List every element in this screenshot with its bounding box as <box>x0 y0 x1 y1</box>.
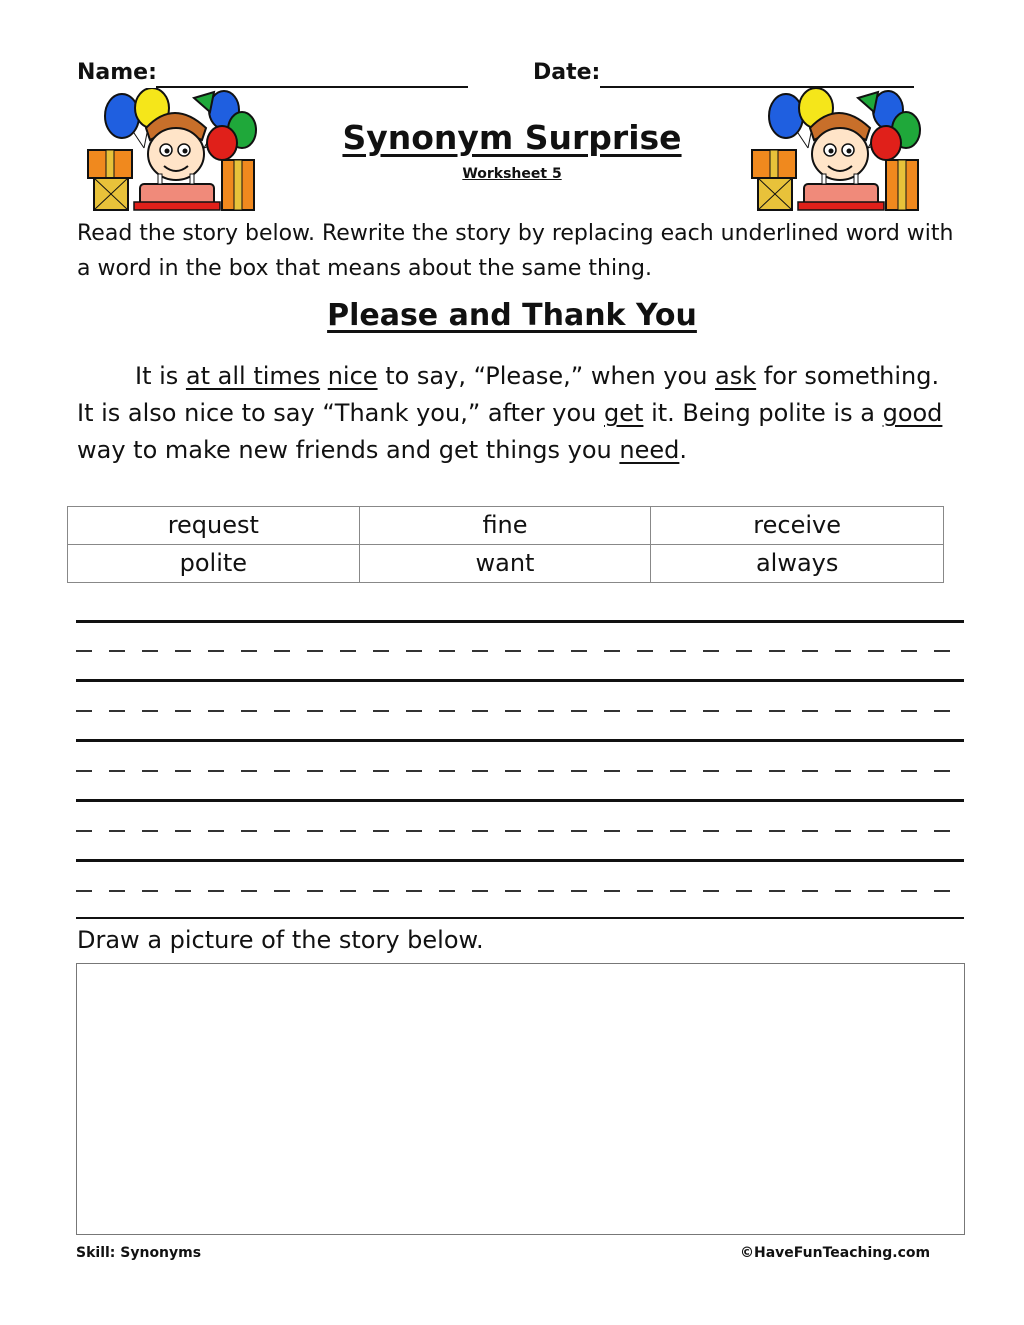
writing-line-dashed <box>76 890 964 892</box>
writing-line-solid[interactable] <box>76 620 964 623</box>
story-underlined-word: ask <box>715 362 757 390</box>
story-underlined-word: nice <box>327 362 378 390</box>
writing-line-dashed <box>76 650 964 652</box>
writing-line-dashed <box>76 770 964 772</box>
writing-line-solid[interactable] <box>76 739 964 742</box>
story-text-segment: . <box>679 436 688 464</box>
story-text-segment: for something. It is also nice to say “Thank you,” after you <box>77 362 940 427</box>
story-underlined-word: at all times <box>185 362 321 390</box>
word-box-cell: fine <box>360 507 652 545</box>
story-text <box>77 358 957 469</box>
writing-line-dashed <box>76 830 964 832</box>
story-title: Please and Thank You <box>327 298 697 333</box>
word-box-cell: always <box>755 549 839 578</box>
writing-line-solid[interactable] <box>76 679 964 682</box>
word-box-cell: receive <box>651 507 943 545</box>
word-box-cell: request <box>68 507 360 545</box>
copyright: ©HaveFunTeaching.com <box>740 1245 931 1261</box>
draw-instructions: Draw a picture of the story below. <box>77 926 484 954</box>
writing-line-solid[interactable] <box>76 859 964 862</box>
word-box <box>67 506 944 583</box>
story-text-segment: It is <box>135 362 186 390</box>
word-box-cell: polite <box>68 545 360 583</box>
story-text-segment: way to make new friends and get things you <box>77 436 620 464</box>
writing-line-dashed <box>76 710 964 712</box>
skill-label: Skill: Synonyms <box>76 1245 202 1261</box>
story-underlined-word: need <box>619 436 680 464</box>
story-text-segment: it. Being polite is a <box>643 399 883 427</box>
story-text-segment <box>320 362 328 390</box>
writing-line-solid[interactable] <box>76 917 964 919</box>
worksheet-title: Synonym Surprise <box>342 118 682 157</box>
name-label: Name: <box>77 60 157 85</box>
story-text-segment: to say, “Please,” when you <box>377 362 716 390</box>
instructions: Read the story below. Rewrite the story by replacing each underlined word with a word in the box that means about the same thing. <box>77 221 954 281</box>
word-box-cell: want <box>360 545 652 583</box>
drawing-box[interactable] <box>76 963 965 1235</box>
writing-line-solid[interactable] <box>76 799 964 802</box>
story-underlined-word: good <box>882 399 943 427</box>
worksheet-subtitle: Worksheet 5 <box>462 166 562 182</box>
date-label: Date: <box>533 60 601 85</box>
story-underlined-word: get <box>604 399 644 427</box>
